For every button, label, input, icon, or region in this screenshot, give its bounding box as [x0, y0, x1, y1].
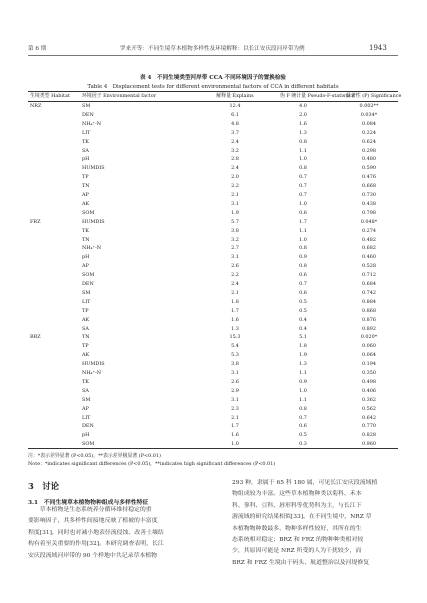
factor-cell: SA: [82, 325, 89, 332]
factor-cell: SM: [82, 289, 91, 296]
pseudo-f-cell: 0.6: [299, 209, 307, 216]
factor-cell: pH: [82, 432, 90, 439]
significance-cell: 0.020*: [360, 334, 378, 341]
significance-cell: 0.642: [361, 414, 376, 421]
explains-cell: 3.1: [231, 200, 239, 207]
factor-cell: pH: [82, 156, 90, 163]
significance-cell: 0.460: [361, 254, 376, 261]
pseudo-f-cell: 1.0: [299, 236, 307, 243]
significance-cell: 0.668: [361, 183, 376, 190]
explains-cell: 3.2: [231, 236, 239, 243]
factor-cell: SA: [82, 147, 89, 154]
pseudo-f-cell: 0.8: [299, 165, 307, 172]
factor-cell: AP: [82, 405, 89, 412]
factor-cell: TN: [82, 334, 90, 341]
significance-cell: 0.224: [361, 129, 376, 136]
factor-cell: SM: [82, 103, 91, 109]
factor-cell: AK: [82, 316, 90, 323]
column-header-habitat: 生境类型 Habitat: [30, 93, 70, 99]
factor-cell: TK: [82, 138, 89, 145]
factor-cell: DEN: [82, 111, 94, 118]
significance-cell: 0.438: [361, 200, 376, 207]
explains-cell: 3.8: [231, 227, 239, 234]
explains-cell: 5.7: [231, 218, 239, 225]
significance-cell: 0.498: [361, 378, 376, 385]
table-note-zh: 注：*表示差异显著 (P<0.05)，**表示差异极显著 (P<0.01): [28, 453, 161, 459]
explains-cell: 1.8: [231, 298, 239, 305]
factor-cell: NH₄⁺-N: [82, 245, 102, 252]
pseudo-f-cell: 0.8: [299, 405, 307, 412]
pseudo-f-cell: 1.1: [299, 227, 307, 234]
explains-cell: 3.8: [231, 361, 239, 368]
pseudo-f-cell: 0.7: [299, 414, 307, 421]
significance-cell: 0.480: [361, 156, 376, 163]
body-text-right-column: [232, 478, 377, 569]
significance-cell: 0.798: [361, 209, 376, 216]
pseudo-f-cell: 0.9: [299, 254, 307, 261]
pseudo-f-cell: 1.7: [299, 218, 307, 225]
explains-cell: 5.3: [231, 352, 239, 359]
pseudo-f-cell: 0.6: [299, 423, 307, 430]
pseudo-f-cell: 1.3: [299, 129, 307, 136]
text-line: 态系统相对稳定；BRZ 和 FRZ 的物种种类相对较: [232, 537, 364, 544]
text-line: 安庆段流域河岸带的 90 个样地中共记录草本植物: [28, 552, 158, 559]
text-line: 本植物物种数最多，物种多样性较好，其所在的生: [232, 525, 362, 532]
habitat-cell: BRZ: [30, 334, 41, 341]
explains-cell: 3.1: [231, 396, 239, 403]
text-line: 程度[31]，同时也对减小地表径流侵蚀、改善土壤结: [28, 529, 164, 536]
factor-cell: AK: [82, 200, 90, 207]
explains-cell: 2.4: [231, 165, 239, 172]
column-header-significance: 显著性 (P) Significance: [346, 93, 402, 99]
explains-cell: 3.7: [231, 129, 239, 136]
explains-cell: 4.8: [231, 120, 239, 127]
significance-cell: 0.868: [361, 307, 376, 314]
body-text-left-column: [28, 505, 164, 562]
factor-cell: DEN: [82, 423, 94, 430]
factor-cell: TK: [82, 378, 89, 385]
column-header-pseudo-f: 伪 F 统计量 Pseudo-F-statistics: [280, 93, 355, 99]
factor-cell: AP: [82, 192, 89, 198]
significance-cell: 0.562: [361, 405, 376, 412]
factor-cell: SA: [82, 387, 89, 394]
factor-cell: NH₄⁺-N: [82, 120, 102, 127]
factor-cell: TP: [82, 307, 89, 314]
text-line: 物组成较为丰富。这些草本植物种类以菊科、禾本: [232, 491, 362, 498]
pseudo-f-cell: 1.9: [299, 352, 307, 359]
explains-cell: 3.1: [231, 254, 239, 261]
explains-cell: 2.4: [231, 281, 239, 287]
factor-cell: HUMDIS: [82, 218, 105, 225]
pseudo-f-cell: 1.6: [299, 120, 307, 127]
explains-cell: 6.1: [231, 111, 239, 118]
significance-cell: 0.770: [361, 423, 376, 430]
explains-cell: 5.4: [231, 343, 239, 350]
pseudo-f-cell: 0.6: [299, 289, 307, 296]
factor-cell: DEN: [82, 281, 94, 287]
factor-cell: AP: [82, 263, 89, 270]
pseudo-f-cell: 1.0: [299, 387, 307, 394]
significance-cell: 0.034*: [360, 111, 378, 118]
pseudo-f-cell: 0.9: [299, 378, 307, 385]
pseudo-f-cell: 1.1: [299, 147, 307, 154]
significance-cell: 0.406: [361, 387, 376, 394]
significance-cell: 0.298: [361, 147, 376, 154]
significance-cell: 0.362: [361, 396, 376, 403]
text-line: 少，其原因可能是 NRZ 所受的人为干扰较少，而: [232, 548, 362, 555]
pseudo-f-cell: 0.7: [299, 174, 307, 181]
factor-cell: NH₄⁺-N: [82, 370, 102, 376]
pseudo-f-cell: 0.7: [299, 281, 307, 287]
factor-cell: SM: [82, 396, 91, 403]
significance-cell: 0.064: [361, 352, 376, 359]
table-bottom-rule: [28, 448, 398, 449]
pseudo-f-cell: 0.8: [299, 245, 307, 252]
explains-cell: 1.7: [231, 423, 239, 430]
text-line: 要影响因子，其多样性间接地反映了植被的丰富度: [28, 518, 158, 525]
explains-cell: 1.9: [231, 209, 239, 216]
significance-cell: 0.884: [361, 298, 376, 305]
explains-cell: 1.6: [231, 316, 239, 323]
column-header-factor: 环境因子 Environmental factor: [82, 93, 156, 99]
pseudo-f-cell: 5.1: [299, 334, 307, 341]
text-line: 游流域的研究结果相似[33]。在不同生境中，NRZ 草: [232, 514, 372, 521]
factor-cell: TN: [82, 236, 90, 243]
pseudo-f-cell: 0.4: [299, 325, 307, 332]
pseudo-f-cell: 1.1: [299, 370, 307, 376]
explains-cell: 1.0: [231, 441, 239, 448]
significance-cell: 0.048*: [360, 218, 378, 225]
table-caption-zh: 表 4 不同生境类型河岸带 CCA 不同环境因子的置换检验: [139, 75, 287, 81]
explains-cell: 15.3: [229, 334, 241, 341]
pseudo-f-cell: 0.8: [299, 263, 307, 270]
table-top-rule: [28, 91, 398, 92]
explains-cell: 2.0: [231, 174, 239, 181]
factor-cell: TP: [82, 174, 89, 181]
pseudo-f-cell: 0.4: [299, 316, 307, 323]
significance-cell: 0.712: [361, 272, 376, 279]
significance-cell: 0.476: [361, 174, 376, 181]
table-note-en: Note：*indicates significant differences (P<0.05)，**indicates high significant differences (P<0.01): [28, 461, 276, 467]
section-title: 3 讨论: [28, 481, 59, 491]
pseudo-f-cell: 1.8: [299, 343, 307, 350]
explains-cell: 3.2: [231, 147, 239, 154]
significance-cell: 0.892: [361, 325, 376, 332]
pseudo-f-cell: 1.0: [299, 200, 307, 207]
factor-cell: SOM: [82, 209, 95, 216]
table-caption-en: Table 4 Displacement tests for different environmental factors of CCA in different habitats: [87, 84, 339, 90]
factor-cell: TN: [82, 183, 90, 190]
explains-cell: 2.7: [231, 245, 239, 252]
page-number: 1943: [369, 44, 387, 52]
subsection-title: 3.1 不同生境草本植物物种组成与多样性特征: [28, 500, 149, 506]
explains-cell: 2.4: [231, 138, 239, 145]
pseudo-f-cell: 0.6: [299, 272, 307, 279]
pseudo-f-cell: 1.3: [299, 361, 307, 368]
explains-cell: 2.3: [231, 405, 239, 412]
explains-cell: 1.3: [231, 325, 239, 332]
factor-cell: TP: [82, 343, 89, 350]
significance-cell: 0.528: [361, 263, 376, 270]
pseudo-f-cell: 1.1: [299, 396, 307, 403]
pseudo-f-cell: 0.5: [299, 298, 307, 305]
pseudo-f-cell: 0.7: [299, 192, 307, 198]
significance-cell: 0.002**: [359, 103, 379, 109]
text-line: 构有着至关重要的作用[32]。本研究调查表明，长江: [28, 541, 164, 548]
significance-cell: 0.482: [361, 236, 376, 243]
significance-cell: 0.876: [361, 316, 376, 323]
table-header-rule: [28, 101, 398, 102]
habitat-cell: NRZ: [30, 103, 42, 109]
explains-cell: 2.1: [231, 289, 239, 296]
factor-cell: LIT: [82, 298, 91, 305]
explains-cell: 2.2: [231, 183, 239, 190]
explains-cell: 2.1: [231, 414, 239, 421]
significance-cell: 0.084: [361, 120, 376, 127]
text-line: BRZ 和 FRZ 生境由于码头、航道整治以及河堤修复: [232, 559, 370, 566]
factor-cell: SOM: [82, 272, 95, 279]
explains-cell: 2.8: [231, 156, 239, 163]
factor-cell: pH: [82, 254, 90, 261]
text-line: 293 种，隶属于 65 科 180 属，可见长江安庆段流域植: [232, 480, 378, 486]
factor-cell: HUMDIS: [82, 165, 105, 172]
pseudo-f-cell: 0.8: [299, 138, 307, 145]
pseudo-f-cell: 4.0: [299, 103, 307, 109]
significance-cell: 0.194: [361, 361, 376, 368]
running-header-title: 罗来开等：不同生境草本植物多样性及环境解释：以长江安庆段河岸带为例: [120, 46, 305, 52]
explains-cell: 2.2: [231, 272, 239, 279]
explains-cell: 2.9: [231, 387, 239, 394]
significance-cell: 0.960: [361, 441, 376, 448]
explains-cell: 1.7: [231, 307, 239, 314]
factor-cell: HUMDIS: [82, 361, 105, 368]
factor-cell: SOM: [82, 441, 95, 448]
explains-cell: 3.1: [231, 370, 239, 376]
explains-cell: 2.1: [231, 192, 239, 198]
pseudo-f-cell: 0.7: [299, 183, 307, 190]
header-rule: [28, 55, 398, 56]
text-line: 科、蓼科、豆科、唇形科等优势科为主，与长江下: [232, 502, 362, 509]
factor-cell: LIT: [82, 129, 91, 136]
significance-cell: 0.590: [361, 165, 376, 172]
significance-cell: 0.682: [361, 245, 376, 252]
significance-cell: 0.350: [361, 370, 376, 376]
habitat-cell: FRZ: [30, 218, 41, 225]
factor-cell: LIT: [82, 414, 91, 421]
significance-cell: 0.742: [361, 289, 376, 296]
text-line: 草本植物是生态系统养分循环维持稳定的重: [28, 507, 152, 513]
running-header-issue: 第 6 期: [28, 46, 47, 52]
pseudo-f-cell: 2.0: [299, 111, 307, 118]
explains-cell: 2.6: [231, 263, 239, 270]
significance-cell: 0.828: [361, 432, 376, 439]
pseudo-f-cell: 0.5: [299, 307, 307, 314]
significance-cell: 0.730: [361, 192, 376, 198]
explains-cell: 1.6: [231, 432, 239, 439]
pseudo-f-cell: 0.3: [299, 441, 307, 448]
pseudo-f-cell: 0.5: [299, 432, 307, 439]
significance-cell: 0.274: [361, 227, 376, 234]
explains-cell: 2.6: [231, 378, 239, 385]
significance-cell: 0.684: [361, 281, 376, 287]
factor-cell: AK: [82, 352, 90, 359]
factor-cell: TK: [82, 227, 89, 234]
pseudo-f-cell: 1.0: [299, 156, 307, 163]
explains-cell: 12.4: [229, 103, 241, 109]
significance-cell: 0.060: [361, 343, 376, 350]
column-header-explains: 解释量 Explains: [216, 93, 254, 99]
significance-cell: 0.624: [361, 138, 376, 145]
